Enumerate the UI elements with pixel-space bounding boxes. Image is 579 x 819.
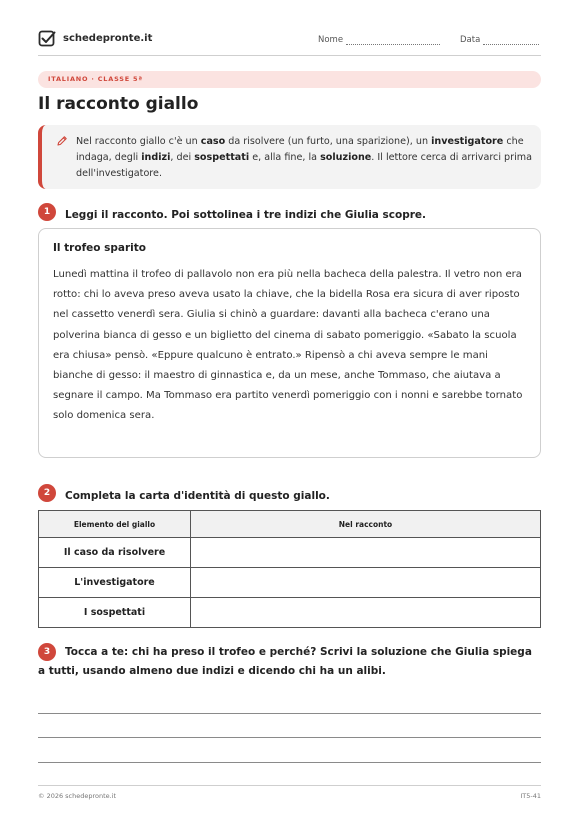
intro-keyword: investigatore [431, 136, 504, 147]
pencil-icon [56, 135, 68, 147]
answer-cell[interactable] [191, 598, 541, 628]
intro-keyword: indizi [141, 152, 171, 163]
exercise-instruction: Leggi il racconto. Poi sottolinea i tre indizi che Giulia scopre. [65, 209, 427, 221]
intro-keyword: sospettati [194, 152, 250, 163]
exercise-instruction: Completa la carta d'identità di questo giallo. [65, 490, 330, 502]
subject-tag-label: ITALIANO · CLASSE 5ª [48, 75, 143, 83]
footer-code: IT5-41 [520, 792, 541, 800]
brand-name: schedepronte.it [63, 33, 153, 44]
intro-text-segment: da risolvere (un furto, una sparizione), un [225, 136, 432, 147]
intro-box [38, 125, 541, 189]
table-row [39, 568, 541, 598]
page-footer [38, 785, 541, 805]
column-header-story: Nel racconto [191, 511, 541, 538]
exercise-number: 1 [38, 203, 56, 221]
exercise-number: 2 [38, 484, 56, 502]
name-label: Nome [318, 35, 344, 45]
row-label: I sospettati [39, 598, 191, 628]
answer-cell[interactable] [191, 568, 541, 598]
table-row [39, 538, 541, 568]
subject-tag [38, 71, 541, 88]
page-header [38, 30, 541, 56]
exercise-number: 3 [38, 643, 56, 661]
writing-line[interactable] [38, 762, 541, 763]
intro-keyword: soluzione [320, 152, 372, 163]
writing-line[interactable] [38, 737, 541, 738]
answer-cell[interactable] [191, 538, 541, 568]
intro-text-segment: e, alla fine, la [249, 152, 321, 163]
story-title: Il trofeo sparito [53, 242, 146, 254]
intro-keyword: caso [200, 136, 226, 147]
table-row [39, 598, 541, 628]
intro-text-segment: che indaga, degli [76, 136, 524, 163]
intro-text-segment: . Il lettore cerca di arrivarci prima dell'investigatore. [76, 152, 532, 179]
footer-copyright: © 2026 schedepronte.it [38, 792, 117, 800]
story-box [38, 228, 541, 458]
intro-text [76, 134, 536, 182]
exercise-instruction: Tocca a te: chi ha preso il trofeo e perché? Scrivi la soluzione che Giulia spiega a tutti, usando almeno due indizi e dicendo chi ha un alibi. [38, 646, 532, 677]
row-label: L'investigatore [39, 568, 191, 598]
date-label: Data [460, 35, 481, 45]
exercise-2 [38, 484, 541, 504]
column-header-element: Elemento del giallo [39, 511, 191, 538]
row-label: Il caso da risolvere [39, 538, 191, 568]
exercise-3 [38, 643, 541, 683]
story-text[interactable]: Lunedì mattina il trofeo di pallavolo non era più nella bacheca della palestra. Il vetro non era rotto: chi lo aveva preso aveva usato la chiave, che la bidella Rosa era sicura di aver riposto nel cassetto venerdì sera. Giulia si chinò a guardare: davanti alla bacheca c'erano una polverina bianca di gesso e un biglietto del cinema di sabato pomeriggio. «Sabato la scuola era chiusa» pensò. «Eppure qualcuno è entrato.» Ripensò a chi aveva sempre le mani bianche di gesso: il maestro di ginnastica e, da un mese, anche Tommaso, che aiutava a segnare il campo. Ma Tommaso era partito venerdì pomeriggio con i nonni e sarebbe tornato solo domenica sera. [53, 269, 523, 422]
page-title: Il racconto giallo [38, 94, 199, 114]
writing-line[interactable] [38, 713, 541, 714]
intro-text-segment: Nel racconto giallo c'è un [76, 136, 201, 147]
checkbox-logo-icon [38, 30, 56, 48]
intro-text-segment: , dei [170, 152, 195, 163]
identity-card-table [38, 510, 541, 628]
exercise-1 [38, 203, 541, 223]
date-field[interactable] [460, 35, 539, 45]
name-field[interactable] [318, 35, 440, 45]
